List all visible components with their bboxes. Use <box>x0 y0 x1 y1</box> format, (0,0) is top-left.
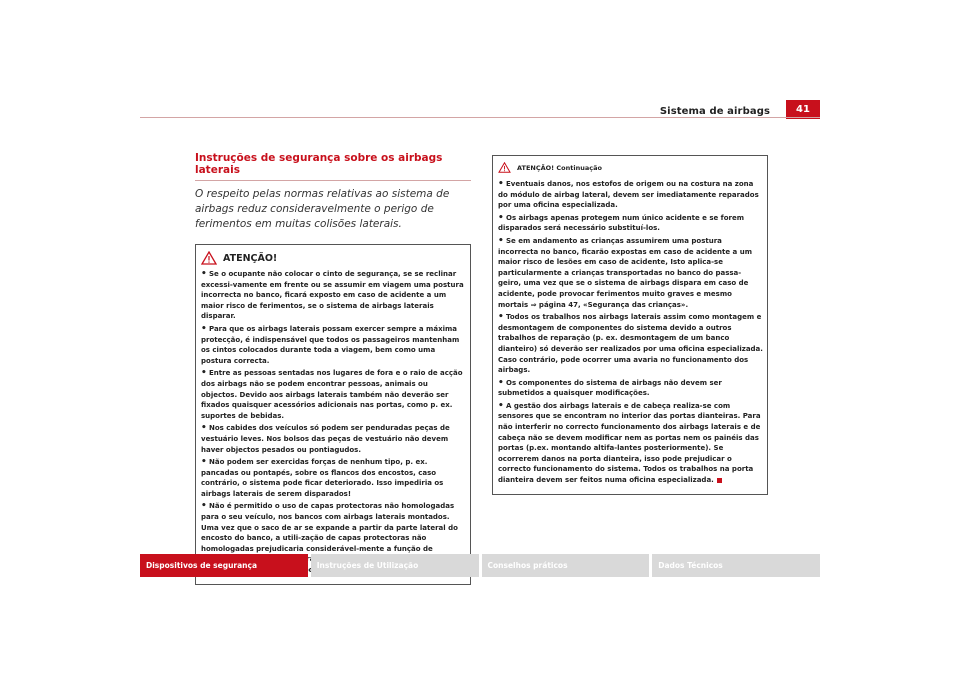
warning-item: • Eventuais danos, nos estofos de origem ou na costura na zona do módulo de airbag lateral, devem ser imediatamente reparados por uma oficina especializada. <box>498 179 759 210</box>
warning-continuation-title: ATENÇÃO! Continuação <box>517 163 602 172</box>
bullet-icon: • <box>201 457 207 468</box>
bullet-icon: • <box>201 501 207 512</box>
header-divider <box>140 117 820 118</box>
bullet-icon: • <box>201 368 207 379</box>
warning-header <box>201 251 466 269</box>
bullet-icon: • <box>498 400 504 411</box>
section-heading: Instruções de segurança sobre os airbags laterais <box>195 152 471 181</box>
footer-tab-instrucoes[interactable]: Instruções de Utilização <box>311 554 479 577</box>
left-column <box>195 152 471 585</box>
footer-tab-dispositivos[interactable]: Dispositivos de segurança <box>140 554 308 577</box>
footer-nav <box>140 554 820 577</box>
bullet-icon: • <box>498 312 504 323</box>
bullet-icon: • <box>498 377 504 388</box>
end-of-section-icon <box>717 478 722 483</box>
right-column <box>492 155 768 495</box>
warning-item: • A gestão dos airbags laterais e de cabeça realiza-se com sensores que se encontram no interior das portas dianteiras. Para não interferir no correcto funcionamento dos airbags laterais e de cabeça não se devem modificar nem as portas nem os painéis das portas (p.ex. montando altifa-lantes posteriormente). Se ocorrerem danos na porta dianteira, isso pode prejudicar o correcto funcionamento do sistema. Todos os trabalhos na porta dianteira devem ser feitos numa oficina especializada. <box>498 400 761 485</box>
running-header-title: Sistema de airbags <box>659 106 770 117</box>
warning-item: • Se em andamento as crianças assumirem uma postura incorrecta no banco, ficarão expostas em caso de acidente a um maior risco de lesões em caso de acidente, Isto aplica-se particularmente a crianças transportadas no banco do passa-geiro, uma vez que se o sistema de airbags dispara em caso de acidente, pode provocar ferimentos muito graves e mesmo mortais ⇒ página 47, «Segurança das crianças». <box>498 235 752 309</box>
warning-item: • Se o ocupante não colocar o cinto de segurança, se se reclinar excessi-vamente em frente ou se assumir em viagem uma postura incorrecta no banco, ficará exposto em caso de acidente a um maior risco de ferimentos, se o sistema de airbags laterais disparar. <box>201 269 464 321</box>
warning-item: • Não é permitido o uso de capas protectoras não homologadas para o seu veículo, nos bancos com airbags laterais montados. Uma vez que o saco de ar se expande a partir da parte lateral do encosto do banco, a utili-zação de capas protectoras não homologadas prejudicaria considerável-mente a função de <box>201 501 458 553</box>
warning-item: • Nos cabides dos veículos só podem ser penduradas peças de vestuário leves. Nos bolsos das peças de vestuário não devem haver objectos pesados ou pontiagudos. <box>201 423 450 454</box>
warning-box <box>195 244 471 585</box>
bullet-icon: • <box>498 235 504 246</box>
warning-item: • Entre as pessoas sentadas nos lugares de fora e o raio de acção dos airbags não se podem encontrar pessoas, animais ou objectos. Devido aos airbags laterais também não deverão ser fixados quaisquer acessórios adicionais nas portas, como p. ex. suportes de bebidas. <box>201 368 463 420</box>
footer-tab-conselhos[interactable]: Conselhos práticos <box>482 554 650 577</box>
warning-item: • Não podem ser exercidas forças de nenhum tipo, p. ex. pancadas ou pontapés, sobre os flancos dos encostos, caso contrário, o sistema pode ficar deteriorado. Isso impediria os airbags laterais de serem disparados! <box>201 457 444 498</box>
intro-paragraph: O respeito pelas normas relativas ao sistema de airbags reduz consideravelmente o perigo de ferimentos em muitas colisões laterais. <box>195 188 450 230</box>
warning-triangle-icon <box>201 251 217 265</box>
warning-item: • Para que os airbags laterais possam exercer sempre a máxima protecção, é indispensável que todos os passageiros mantenham os cintos colocados durante toda a viagem, bem como uma postura correcta. <box>201 323 460 365</box>
bullet-icon: • <box>201 323 207 334</box>
footer-tab-dados[interactable]: Dados Técnicos <box>652 554 820 577</box>
warning-item: • Os componentes do sistema de airbags não devem ser submetidos a quaisquer modificações. <box>498 377 722 398</box>
warning-list <box>201 269 466 576</box>
warning-continuation-box <box>492 155 768 495</box>
warning-item: • Os airbags apenas protegem num único acidente e se forem disparados será necessário substituí-los. <box>498 212 745 233</box>
warning-title: ATENÇÃO! <box>223 252 278 264</box>
page-number-badge: 41 <box>786 100 820 119</box>
bullet-icon: • <box>498 179 504 189</box>
warning-list <box>498 179 763 486</box>
bullet-icon: • <box>201 269 207 279</box>
bullet-icon: • <box>498 212 504 223</box>
warning-continuation-header <box>498 162 763 179</box>
bullet-icon: • <box>201 423 207 434</box>
warning-item: • Todos os trabalhos nos airbags laterais assim como montagem e desmontagem de componentes do sistema devido a outros trabalhos de reparação (p. ex. desmontagem de um banco dianteiro) só deverão ser realizados por uma oficina especializada. Caso contrário, pode ocorrer uma avaria no funcionamento dos airbags. <box>498 312 763 375</box>
warning-triangle-icon <box>498 162 511 173</box>
